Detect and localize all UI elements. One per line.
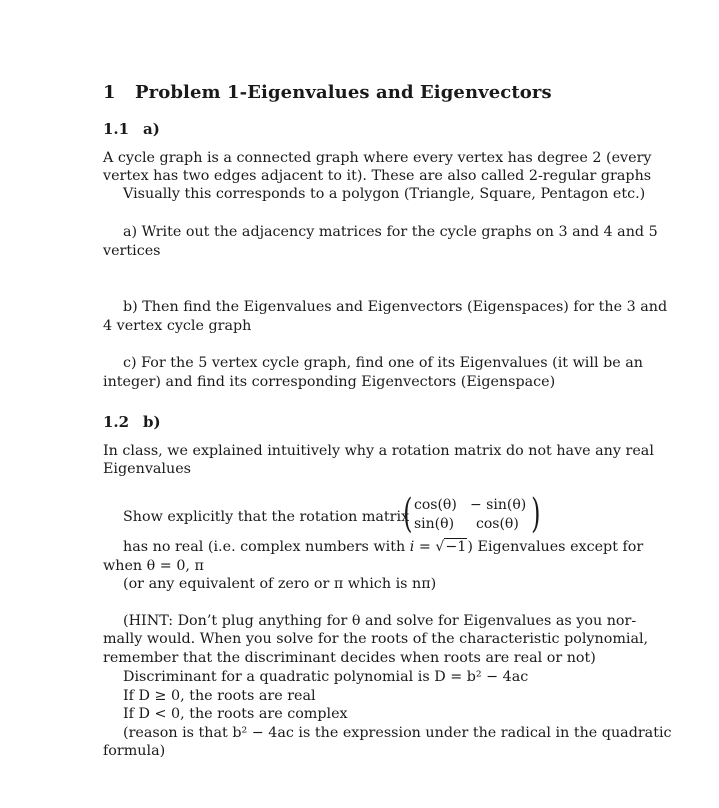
no-real-text-end: ) Eigenvalues except for <box>467 539 644 555</box>
when-line: when θ = 0, π <box>103 558 204 574</box>
paragraph-line: A cycle graph is a connected graph where every vertex has degree 2 (every <box>103 150 652 166</box>
no-real-text: has no real (i.e. complex numbers with <box>123 539 410 555</box>
if-positive-line: If D ≥ 0, the roots are real <box>123 688 316 704</box>
if-negative-line: If D < 0, the roots are complex <box>123 706 348 722</box>
matrix-cell-12: − sin(θ) <box>470 497 527 513</box>
question-c-line: c) For the 5 vertex cycle graph, find one of its Eigenvalues (it will be an <box>123 355 643 371</box>
paragraph-line: In class, we explained intuitively why a rotation matrix do not have any real <box>103 443 654 459</box>
right-paren: ) <box>531 491 541 537</box>
rotation-matrix <box>403 491 542 538</box>
show-text: Show explicitly that the rotation matrix <box>123 509 410 525</box>
subsection-heading-b <box>103 413 161 431</box>
matrix-cell-22: cos(θ) <box>476 516 519 532</box>
question-a-line: vertices <box>103 243 161 259</box>
paragraph-line: Eigenvalues <box>103 461 192 477</box>
subsection-number-a: 1.1 <box>103 120 130 138</box>
hint-line: mally would. When you solve for the roots of the characteristic polynomial, <box>103 631 649 647</box>
equals-sign: = <box>414 539 436 555</box>
discriminant-line: Discriminant for a quadratic polynomial is D = b² − 4ac <box>123 669 529 685</box>
sqrt-expression <box>435 538 467 556</box>
paragraph-line: vertex has two edges adjacent to it). These are also called 2-regular graphs <box>103 168 652 184</box>
paragraph-line: Visually this corresponds to a polygon (Triangle, Square, Pentagon etc.) <box>123 186 646 202</box>
radicand: −1 <box>445 539 467 555</box>
matrix-cell-21: sin(θ) <box>414 516 455 532</box>
subsection-number-b: 1.2 <box>103 413 130 431</box>
reason-line: formula) <box>103 743 166 759</box>
reason-line: (reason is that b² − 4ac is the expression under the radical in the quadratic <box>123 725 672 741</box>
hint-line: (HINT: Don’t plug anything for θ and solve for Eigenvalues as you nor- <box>123 613 637 629</box>
question-b-line: 4 vertex cycle graph <box>103 318 252 334</box>
hint-line: remember that the discriminant decides when roots are real or not) <box>103 650 596 666</box>
section-number: 1 <box>103 82 116 103</box>
question-a-line: a) Write out the adjacency matrices for the cycle graphs on 3 and 4 and 5 <box>123 224 658 240</box>
question-b-line: b) Then find the Eigenvalues and Eigenvectors (Eigenspaces) for the 3 and <box>123 299 668 315</box>
question-c-line: integer) and find its corresponding Eigenvectors (Eigenspace) <box>103 374 556 390</box>
subsection-title-a: a) <box>143 120 160 138</box>
matrix-cell-11: cos(θ) <box>414 497 457 513</box>
radical-sign-icon: √ <box>435 539 445 555</box>
section-heading <box>103 82 552 103</box>
subsection-title-b: b) <box>143 413 161 431</box>
equivalent-line: (or any equivalent of zero or π which is nπ) <box>123 576 437 592</box>
imaginary-unit: i <box>409 539 415 555</box>
no-real-line <box>123 538 643 556</box>
subsection-heading-a <box>103 120 160 138</box>
section-title: Problem 1-Eigenvalues and Eigenvectors <box>135 82 552 103</box>
left-paren: ( <box>403 491 413 537</box>
